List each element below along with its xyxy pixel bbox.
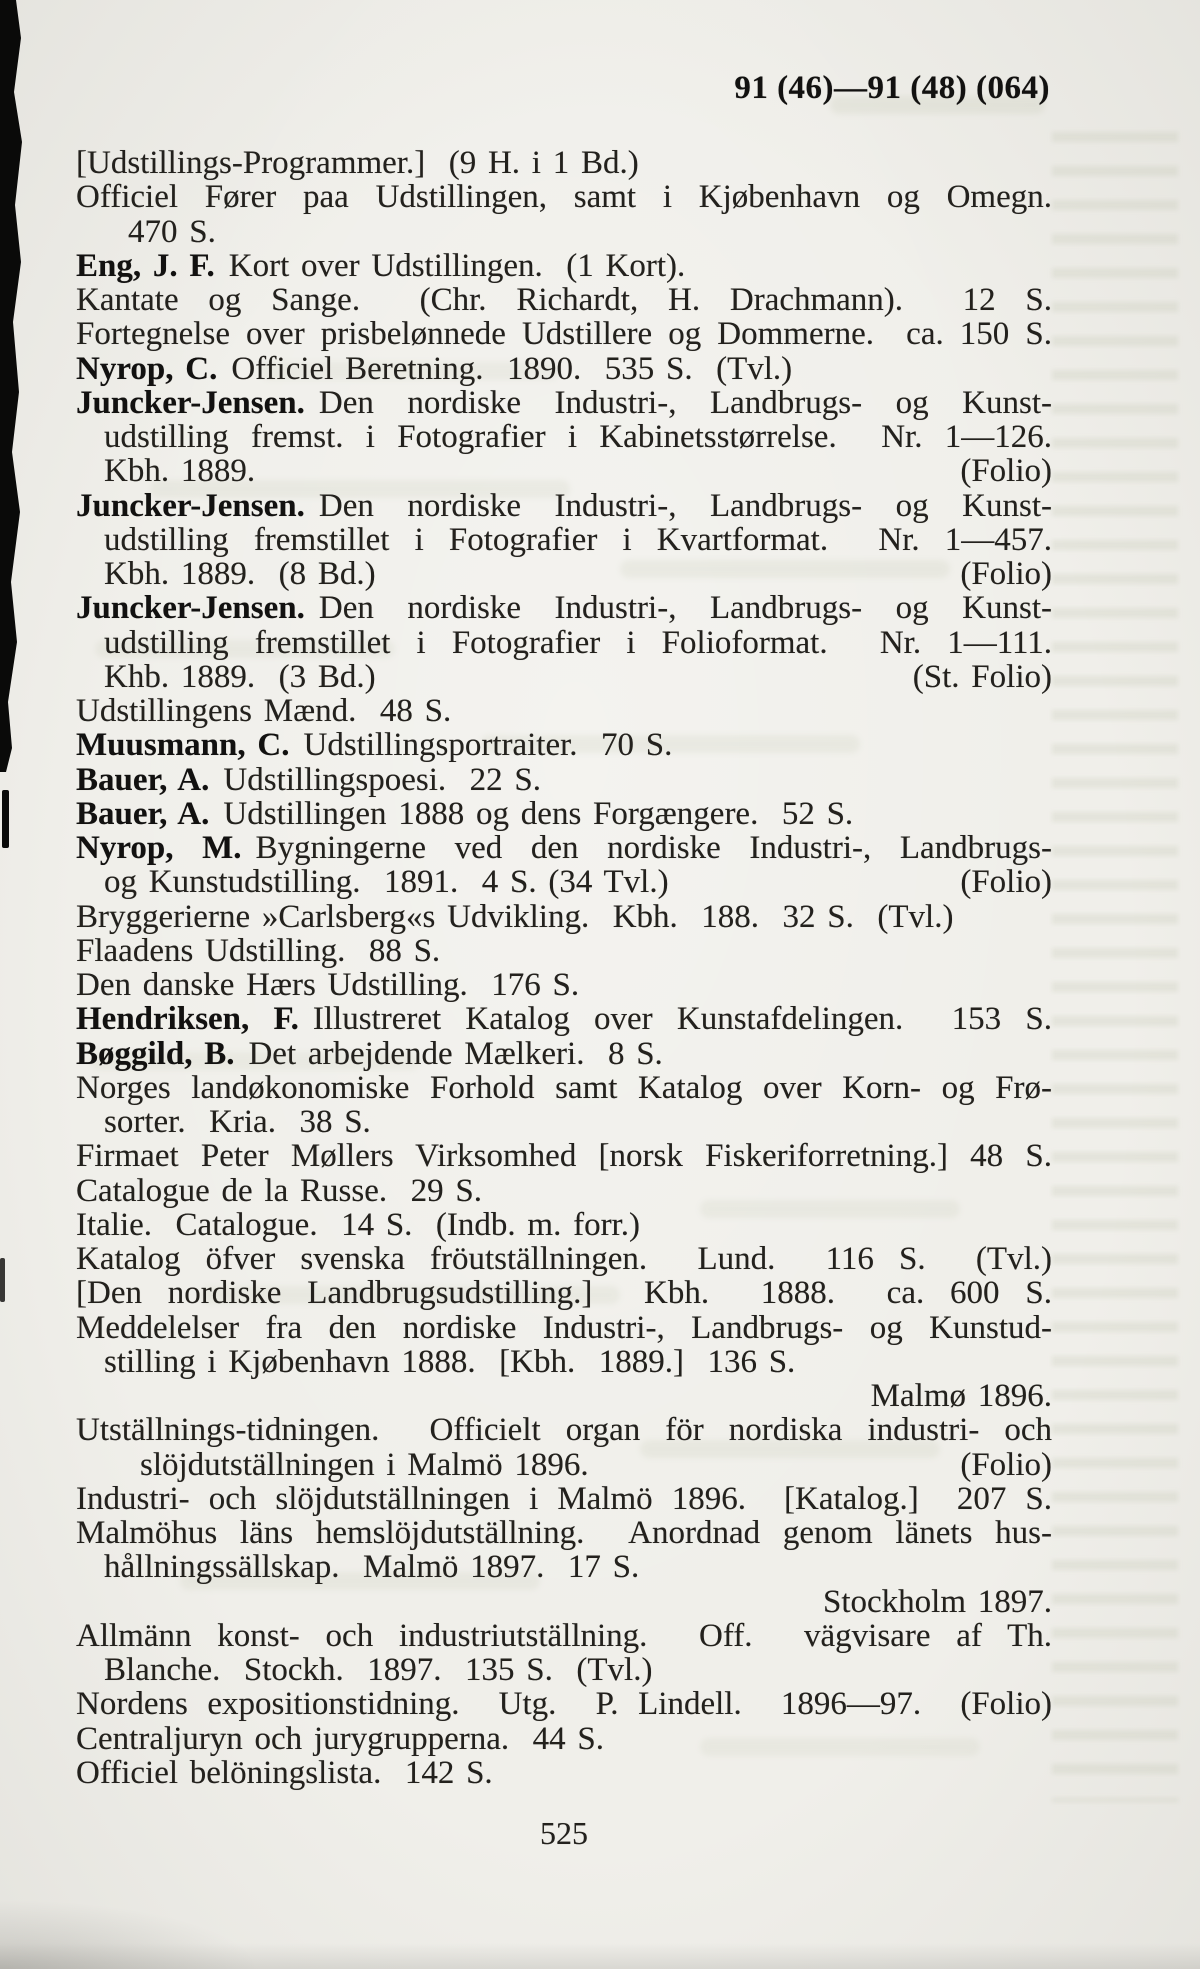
entry-line bbox=[76, 523, 1052, 557]
author-name: Juncker-Jensen. bbox=[76, 384, 305, 421]
author-name: Bøggild, B. bbox=[76, 1035, 235, 1072]
entry-text: Udstillingen 1888 og dens Forgængere. 52 S. bbox=[223, 795, 854, 832]
entry-text: Malmø 1896. bbox=[870, 1378, 1052, 1414]
entry-line bbox=[76, 283, 1052, 317]
entry-text: Blanche. Stockh. 1897. 135 S. (Tvl.) bbox=[104, 1652, 653, 1688]
entry-line bbox=[76, 352, 1052, 386]
author-name: Nyrop, M. bbox=[76, 830, 242, 866]
entry-line bbox=[76, 1756, 1052, 1790]
entry-text: Bryggerierne »Carlsberg«s Udvikling. Kbh. 188. 32 S. (Tvl.) bbox=[76, 898, 954, 935]
entry-line bbox=[76, 728, 1052, 762]
entry-text: Officiel belöningslista. 142 S. bbox=[76, 1754, 493, 1791]
entry-line bbox=[76, 1482, 1052, 1516]
entry-text: Den danske Hærs Udstilling. 176 S. bbox=[76, 967, 580, 1003]
entry-text: hållningssällskap. Malmö 1897. 17 S. bbox=[104, 1549, 640, 1586]
entry-text: Officiel Fører paa Udstillingen, samt i Kjøbenhavn og Omegn. bbox=[76, 179, 1052, 216]
entry-text: [Den nordiske Landbrugsudstilling.] Kbh. 1888. ca. 600 S. bbox=[76, 1275, 1052, 1312]
entry-text: Catalogue de la Russe. 29 S. bbox=[76, 1172, 482, 1209]
entry-line bbox=[76, 180, 1052, 214]
entry-text: Det arbejdende Mælkeri. 8 S. bbox=[248, 1035, 663, 1072]
entry-text: udstilling fremstillet i Fotografier i Kvartformat. Nr. 1—457. bbox=[104, 521, 1052, 558]
entry-text: Udstillingspoesi. 22 S. bbox=[223, 761, 542, 798]
entry-line bbox=[76, 386, 1052, 420]
scan-speck bbox=[2, 790, 9, 848]
entry-line bbox=[76, 660, 1052, 694]
entry-text: slöjdutställningen i Malmö 1896. bbox=[140, 1446, 589, 1483]
entry-text: Firmaet Peter Møllers Virksomhed [norsk Fiskeriforretning.] 48 S. bbox=[76, 1138, 1052, 1175]
entry-line bbox=[76, 1002, 1052, 1036]
entry-text: Kort over Udstillingen. (1 Kort). bbox=[228, 247, 686, 284]
entry-line bbox=[76, 1585, 1052, 1619]
entry-line bbox=[76, 591, 1052, 625]
entry-text: Katalog öfver svenska fröutställningen. Lund. 116 S. (Tvl.) bbox=[76, 1241, 1052, 1277]
entry-text: udstilling fremst. i Fotografier i Kabinetsstørrelse. Nr. 1—126. bbox=[104, 419, 1052, 455]
entry-line bbox=[76, 1619, 1052, 1653]
entry-line bbox=[76, 694, 1052, 728]
entry-text: Meddelelser fra den nordiske Industri-, Landbrugs- og Kunstud- bbox=[76, 1309, 1052, 1346]
entry-line bbox=[76, 454, 1052, 488]
entry-text: Malmöhus läns hemslöjdutställning. Anordnad genom länets hus- bbox=[76, 1515, 1052, 1551]
entry-text: og Kunstudstilling. 1891. 4 S. (34 Tvl.) bbox=[104, 864, 669, 901]
entry-line bbox=[76, 831, 1052, 865]
author-name: Nyrop, C. bbox=[76, 350, 218, 387]
entry-line bbox=[76, 1242, 1052, 1276]
scanner-edge-bar bbox=[0, 0, 26, 772]
author-name: Juncker-Jensen. bbox=[76, 590, 305, 627]
page-number: 525 bbox=[540, 1815, 588, 1851]
format-note: (Folio) bbox=[960, 864, 1052, 901]
entry-line bbox=[76, 1550, 1052, 1584]
entry-line bbox=[76, 865, 1052, 899]
entry-text: Industri- och slöjdutställningen i Malmö 1896. [Katalog.] 207 S. bbox=[76, 1480, 1052, 1517]
entry-text: Illustreret Katalog over Kunstafdelingen. 153 S. bbox=[312, 1001, 1052, 1038]
entry-text: Bygningerne ved den nordiske Industri-, Landbrugs- bbox=[255, 830, 1052, 866]
entry-line bbox=[76, 317, 1052, 351]
entry-text: Norges landøkonomiske Forhold samt Katalog over Korn- og Frø- bbox=[76, 1069, 1052, 1106]
author-name: Eng, J. F. bbox=[76, 247, 215, 284]
entry-line bbox=[76, 420, 1052, 454]
entry-line bbox=[76, 1345, 1052, 1379]
entry-line bbox=[76, 1516, 1052, 1550]
entry-line bbox=[76, 1276, 1052, 1310]
entry-line bbox=[76, 1105, 1052, 1139]
entry-line bbox=[76, 1208, 1052, 1242]
entry-text: Den nordiske Industri-, Landbrugs- og Kunst- bbox=[318, 590, 1052, 627]
entry-text: Khb. 1889. (3 Bd.) bbox=[104, 658, 376, 695]
entry-line bbox=[76, 1379, 1052, 1413]
entry-text: Utställnings-tidningen. Officielt organ för nordiska industri- och bbox=[76, 1412, 1052, 1449]
bibliography-entries bbox=[76, 146, 1052, 1790]
entry-text: [Udstillings-Programmer.] (9 H. i 1 Bd.) bbox=[76, 145, 639, 181]
entry-line bbox=[76, 626, 1052, 660]
format-note: (Folio) bbox=[960, 1446, 1052, 1483]
entry-text: Officiel Beretning. 1890. 535 S. (Tvl.) bbox=[231, 350, 793, 387]
scan-speck bbox=[0, 1258, 5, 1302]
entry-text: Kbh. 1889. (8 Bd.) bbox=[104, 556, 376, 592]
entry-line bbox=[76, 763, 1052, 797]
entry-line bbox=[76, 215, 1052, 249]
entry-line bbox=[76, 1139, 1052, 1173]
entry-text: 470 S. bbox=[128, 213, 216, 250]
entry-line bbox=[76, 968, 1052, 1002]
author-name: Hendriksen, F. bbox=[76, 1001, 299, 1038]
entry-line bbox=[76, 797, 1052, 831]
entry-line bbox=[76, 557, 1052, 591]
author-name: Bauer, A. bbox=[76, 795, 210, 832]
entry-line bbox=[76, 1413, 1052, 1447]
entry-text: Kbh. 1889. bbox=[104, 453, 256, 490]
entry-text: Allmänn konst- och industriutställning. Off. vägvisare af Th. bbox=[76, 1617, 1052, 1654]
scan-corner-shadow bbox=[0, 1899, 260, 1969]
entry-text: Centraljuryn och jurygrupperna. 44 S. bbox=[76, 1720, 604, 1757]
entry-text: Den nordiske Industri-, Landbrugs- og Kunst- bbox=[318, 384, 1052, 421]
author-name: Muusmann, C. bbox=[76, 727, 290, 764]
entry-text: sorter. Kria. 38 S. bbox=[104, 1104, 371, 1140]
entry-line bbox=[76, 1448, 1052, 1482]
author-name: Bauer, A. bbox=[76, 761, 210, 798]
entry-text: Den nordiske Industri-, Landbrugs- og Kunst- bbox=[318, 487, 1052, 524]
entry-line bbox=[76, 1653, 1052, 1687]
format-note: (Folio) bbox=[960, 453, 1052, 490]
entry-line bbox=[76, 1687, 1052, 1721]
entry-text: Flaadens Udstilling. 88 S. bbox=[76, 932, 441, 969]
entry-line bbox=[76, 1174, 1052, 1208]
entry-line bbox=[76, 249, 1052, 283]
entry-line bbox=[76, 146, 1052, 180]
entry-text: Italie. Catalogue. 14 S. (Indb. m. forr.) bbox=[76, 1206, 640, 1243]
entry-text: Kantate og Sange. (Chr. Richardt, H. Drachmann). 12 S. bbox=[76, 282, 1052, 318]
format-note: (St. Folio) bbox=[912, 658, 1052, 695]
entry-text: Stockholm 1897. bbox=[822, 1583, 1052, 1620]
entry-line bbox=[76, 489, 1052, 523]
entry-line bbox=[76, 900, 1052, 934]
entry-text: stilling i Kjøbenhavn 1888. [Kbh. 1889.] 136 S. bbox=[104, 1343, 796, 1380]
entry-text: Udstillingsportraiter. 70 S. bbox=[303, 727, 673, 764]
author-name: Juncker-Jensen. bbox=[76, 487, 305, 524]
entry-line bbox=[76, 1311, 1052, 1345]
bleed-through-margin bbox=[1052, 112, 1178, 1802]
entry-line bbox=[76, 1071, 1052, 1105]
entry-text: Fortegnelse over prisbelønnede Udstillere og Dommerne. ca. 150 S. bbox=[76, 316, 1052, 353]
entry-line bbox=[76, 1037, 1052, 1071]
entry-text: udstilling fremstillet i Fotografier i Folioformat. Nr. 1—111. bbox=[104, 624, 1052, 661]
classmark-header: 91 (46)—91 (48) (064) bbox=[734, 70, 1050, 106]
entry-line bbox=[76, 1722, 1052, 1756]
entry-line bbox=[76, 934, 1052, 968]
entry-text: Nordens expositionstidning. Utg. P. Lindell. 1896—97. (Folio) bbox=[76, 1686, 1052, 1723]
entry-text: Udstillingens Mænd. 48 S. bbox=[76, 693, 452, 729]
format-note: (Folio) bbox=[960, 556, 1052, 592]
